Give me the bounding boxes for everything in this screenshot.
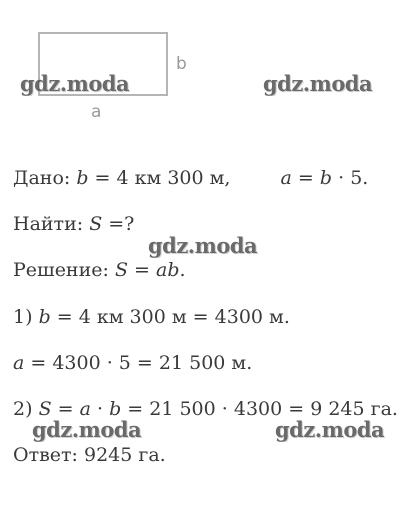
watermark: gdz.moda [20, 71, 130, 96]
step2-number: 2) [13, 398, 33, 420]
step1-line [13, 305, 290, 329]
given-label: Дано: [13, 167, 71, 189]
find-rest: =? [108, 213, 135, 235]
step2-s-variable: S [38, 398, 52, 420]
given-line [13, 166, 368, 190]
watermark: gdz.moda [263, 71, 373, 96]
step2-b-variable: b [109, 398, 122, 420]
find-label: Найти: [13, 213, 84, 235]
step1-number: 1) [13, 306, 33, 328]
step2-equals: = [57, 398, 74, 420]
solution-end: . [179, 259, 186, 281]
step1-rest: = 4 км 300 м = 4300 м. [56, 306, 290, 328]
step2-dot: · [96, 398, 104, 420]
find-line [13, 212, 134, 236]
answer-line: Ответ: 9245 га. [13, 444, 166, 466]
given-a-variable: a [280, 167, 292, 189]
given-b-variable: b [76, 167, 89, 189]
solution-equals: = [134, 259, 150, 281]
watermark: gdz.moda [275, 417, 385, 442]
watermark: gdz.moda [148, 233, 258, 258]
given-a-equals: = [297, 167, 314, 189]
given-a-b-variable: b [319, 167, 333, 189]
given-b-value: = 4 км 300 м, [94, 167, 231, 189]
step2-rest: = 21 500 · 4300 = 9 245 га. [127, 398, 398, 420]
step1b-variable: a [13, 352, 25, 374]
side-a-label: a [91, 102, 102, 122]
solution-label: Решение: [13, 259, 109, 281]
step1-variable: b [38, 306, 51, 328]
find-variable: S [89, 213, 103, 235]
step1b-line [13, 351, 252, 375]
solution-expression: ab [156, 259, 180, 281]
solution-line [13, 258, 186, 282]
solution-variable: S [114, 259, 128, 281]
step2-a-variable: a [79, 398, 91, 420]
side-b-label: b [176, 54, 187, 74]
watermark: gdz.moda [32, 417, 142, 442]
step1b-rest: = 4300 · 5 = 21 500 м. [30, 352, 253, 374]
given-a-rest: · 5. [338, 167, 369, 189]
